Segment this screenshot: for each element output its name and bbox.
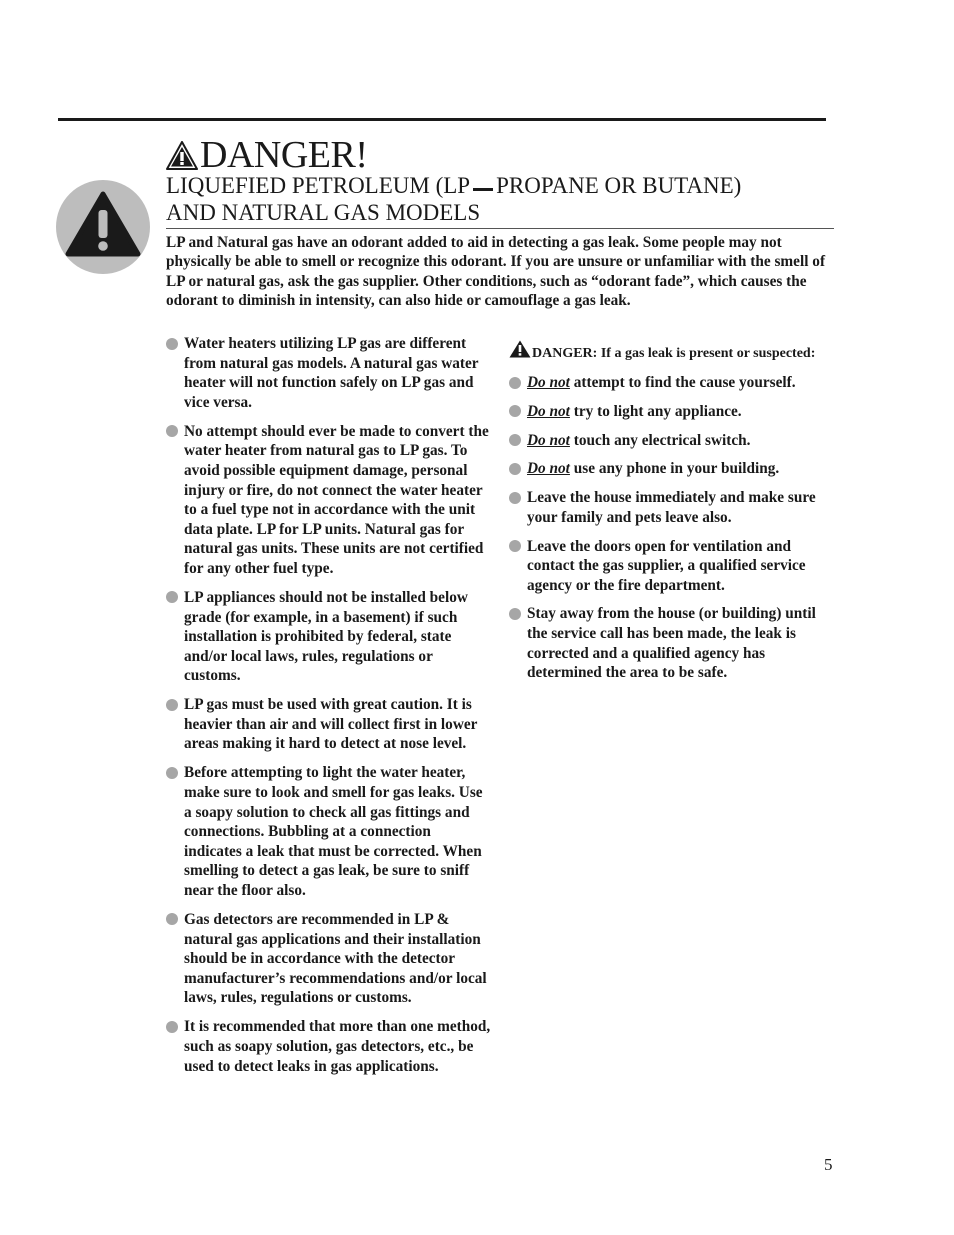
bullet-dot: [166, 1021, 178, 1033]
do-not-emphasis: Do not: [527, 460, 570, 478]
subtitle-part-b: PROPANE OR BUTANE): [496, 173, 742, 198]
bullet-dot: [166, 425, 178, 437]
danger-subheading: DANGER: If a gas leak is present or suspected:: [509, 340, 829, 362]
bullet-dot: [166, 591, 178, 603]
bullet-dot: [166, 338, 178, 350]
subtitle-line-2: AND NATURAL GAS MODELS: [166, 200, 481, 225]
list-item: Stay away from the house (or building) until the service call has been made, the leak is corrected and a qualified agency has determined the area to be safe.: [509, 604, 829, 682]
bullet-dot: [509, 540, 521, 552]
warning-triangle-icon: [166, 141, 198, 170]
subtitle-rule: [166, 228, 834, 229]
bullet-dot: [166, 699, 178, 711]
list-item: Leave the doors open for ventilation and contact the gas supplier, a qualified service agency or the fire department.: [509, 537, 829, 596]
bullet-dot: [509, 405, 521, 417]
page-number: 5: [824, 1155, 833, 1174]
left-column: [166, 334, 492, 1086]
list-item: Do not use any phone in your building.: [509, 459, 829, 479]
bullet-dot: [509, 434, 521, 446]
list-item: LP appliances should not be installed below grade (for example, in a basement) if such installation is prohibited by federal, state and/or local laws, rules, regulations or customs.: [166, 588, 492, 686]
bullet-dot: [509, 377, 521, 389]
list-item: Do not touch any electrical switch.: [509, 431, 829, 451]
subtitle-part-a: LIQUEFIED PETROLEUM (LP: [166, 173, 471, 198]
warning-triangle-icon: [509, 340, 531, 358]
list-item: Leave the house immediately and make sure your family and pets leave also.: [509, 488, 829, 527]
bullet-dot: [166, 767, 178, 779]
list-item: Do not try to light any appliance.: [509, 402, 829, 422]
list-item: It is recommended that more than one method, such as soapy solution, gas detectors, etc., be used to detect leaks in gas applications.: [166, 1017, 492, 1076]
subtitle: [166, 172, 826, 226]
danger-heading: [166, 133, 367, 177]
page-title: DANGER!: [200, 134, 368, 176]
do-not-emphasis: Do not: [527, 402, 570, 420]
do-not-emphasis: Do not: [527, 374, 570, 391]
list-item: Do not attempt to find the cause yourself.: [509, 373, 829, 393]
list-item: No attempt should ever be made to convert the water heater from natural gas to LP gas. To avoid possible equipment damage, personal injury or fire, do not connect the water heater to a fuel type not in accordance with the unit data plate. LP for LP units. Natural gas for natural gas units. These units are not certified for any other fuel type.: [166, 422, 492, 579]
list-item: Before attempting to light the water heater, make sure to look and smell for gas leaks. Use a soapy solution to check all gas fittings and connections. Bubbling at a connection indicates a leak that must be corrected. When smelling to detect a gas leak, be sure to sniff near the floor also.: [166, 763, 492, 900]
do-not-emphasis: Do not: [527, 431, 570, 449]
bullet-dot: [509, 608, 521, 620]
list-item: Gas detectors are recommended in LP & natural gas applications and their installation should be in accordance with the detector manufacturer’s recommendations and/or local laws, rules, regulations or customs.: [166, 910, 492, 1008]
bullet-dot: [509, 463, 521, 475]
top-rule: [58, 118, 826, 121]
list-item: Water heaters utilizing LP gas are different from natural gas models. A natural gas water heater will not function safely on LP gas and vice versa.: [166, 334, 492, 412]
intro-paragraph: LP and Natural gas have an odorant added to aid in detecting a gas leak. Some people may not physically be able to smell or recognize this odorant. If you are unsure or unfamiliar with the smell of LP or natural gas, ask the gas supplier. Other conditions, such as “odorant fade”, which causes the odorant to diminish in intensity, can also hide or camouflage a gas leak.: [166, 234, 826, 309]
right-column: [509, 340, 829, 692]
bullet-dot: [509, 492, 521, 504]
bullet-dot: [166, 913, 178, 925]
em-dash: [473, 188, 493, 191]
exclamation-circle-icon: [56, 180, 150, 274]
list-item: LP gas must be used with great caution. It is heavier than air and will collect first in lower areas making it hard to detect at nose level.: [166, 695, 492, 754]
